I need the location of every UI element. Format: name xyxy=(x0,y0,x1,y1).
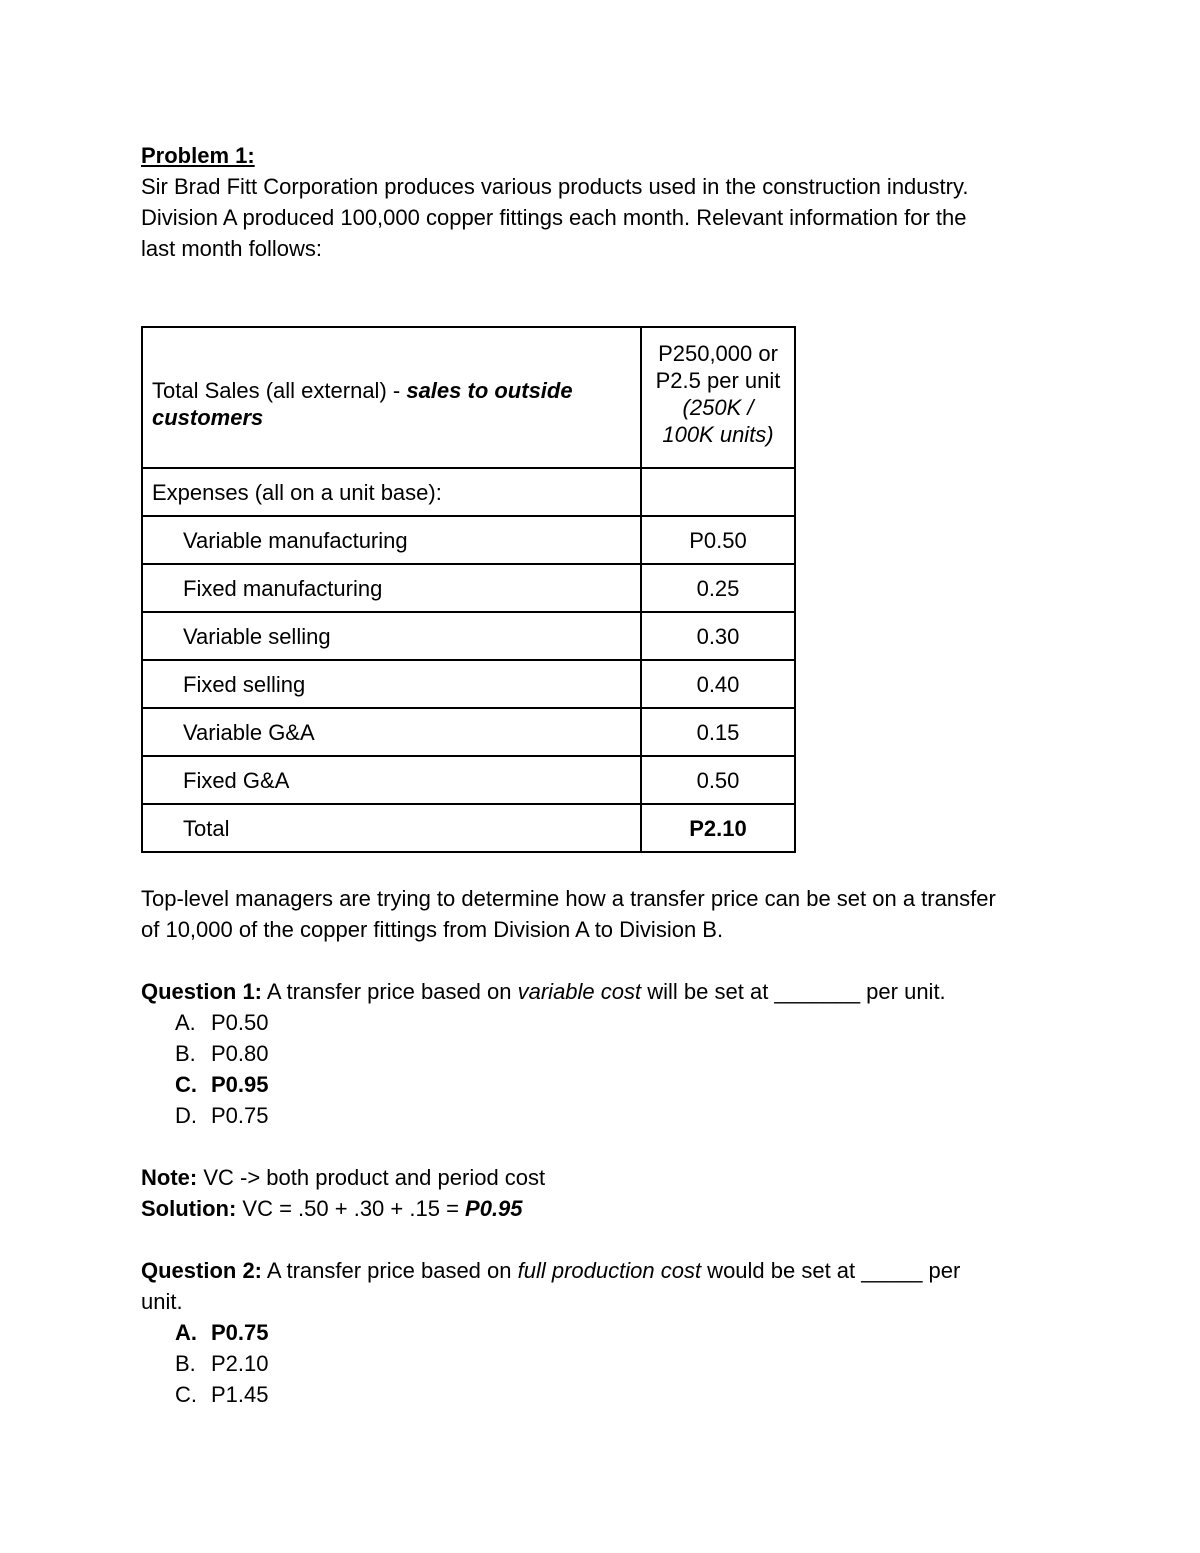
option-c-answer xyxy=(175,1069,1071,1100)
question-1 xyxy=(141,976,1071,1224)
row-label: Variable G&A xyxy=(142,708,641,756)
table-row-total xyxy=(142,804,795,852)
table-row xyxy=(142,660,795,708)
question-2-italic: full production cost xyxy=(517,1258,702,1283)
expenses-value-cell xyxy=(641,468,795,516)
note-line xyxy=(141,1162,1071,1193)
row-label: Fixed G&A xyxy=(142,756,641,804)
option-b xyxy=(175,1348,1071,1379)
option-letter: C. xyxy=(175,1382,197,1407)
sales-value-cell xyxy=(641,327,795,468)
table-row-expenses xyxy=(142,468,795,516)
sales-label-emphasis: sales to outside customers xyxy=(152,377,573,430)
solution-line xyxy=(141,1193,1071,1224)
solution-text: VC = .50 + .30 + .15 = xyxy=(236,1196,466,1221)
sales-label-cell xyxy=(142,327,641,468)
table-row xyxy=(142,516,795,564)
option-a xyxy=(175,1007,1071,1038)
option-d xyxy=(175,1100,1071,1131)
problem-heading: Problem 1: xyxy=(141,143,255,168)
table-row-sales xyxy=(142,327,795,468)
option-text: P1.45 xyxy=(211,1382,269,1407)
row-value: 0.40 xyxy=(641,660,795,708)
intro-line-2: Division A produced 100,000 copper fittings each month. Relevant information for the xyxy=(141,205,967,230)
table-row xyxy=(142,756,795,804)
total-label: Total xyxy=(142,804,641,852)
table-row xyxy=(142,564,795,612)
option-b xyxy=(175,1038,1071,1069)
question-2 xyxy=(141,1255,1071,1410)
option-text: P0.50 xyxy=(211,1010,269,1035)
option-letter: B. xyxy=(175,1351,196,1376)
row-label: Variable selling xyxy=(142,612,641,660)
question-1-options xyxy=(141,1007,1071,1131)
option-text: P2.10 xyxy=(211,1351,269,1376)
question-2-options xyxy=(141,1317,1071,1410)
note-label: Note: xyxy=(141,1165,198,1190)
table-row xyxy=(142,708,795,756)
option-text: P0.75 xyxy=(211,1103,269,1128)
question-2-label: Question 2: xyxy=(141,1258,263,1283)
question-1-italic: variable cost xyxy=(517,979,642,1004)
question-1-before: A transfer price based on xyxy=(262,979,518,1004)
transfer-paragraph xyxy=(141,883,1071,945)
question-1-after: will be set at _______ per unit. xyxy=(641,979,946,1004)
table-row xyxy=(142,612,795,660)
transfer-line-2: of 10,000 of the copper fittings from Division A to Division B. xyxy=(141,917,724,942)
option-letter: B. xyxy=(175,1041,196,1066)
question-2-before: A transfer price based on xyxy=(262,1258,518,1283)
question-1-label: Question 1: xyxy=(141,979,263,1004)
problem-intro xyxy=(141,140,1071,264)
note-text: VC -> both product and period cost xyxy=(197,1165,546,1190)
intro-line-3: last month follows: xyxy=(141,236,322,261)
question-2-after: would be set at _____ per xyxy=(701,1258,961,1283)
option-c xyxy=(175,1379,1071,1410)
row-label: Variable manufacturing xyxy=(142,516,641,564)
cost-table xyxy=(141,326,796,853)
option-text: P0.95 xyxy=(211,1072,269,1097)
expenses-label: Expenses (all on a unit base): xyxy=(142,468,641,516)
row-value: 0.25 xyxy=(641,564,795,612)
total-value: P2.10 xyxy=(641,804,795,852)
row-value: P0.50 xyxy=(641,516,795,564)
option-letter: A. xyxy=(175,1010,196,1035)
solution-label: Solution: xyxy=(141,1196,237,1221)
option-a-answer xyxy=(175,1317,1071,1348)
sales-value-line-1: P250,000 or xyxy=(658,341,778,366)
question-1-text xyxy=(141,976,1071,1007)
row-label: Fixed selling xyxy=(142,660,641,708)
transfer-line-1: Top-level managers are trying to determine how a transfer price can be set on a transfer xyxy=(141,886,996,911)
row-label: Fixed manufacturing xyxy=(142,564,641,612)
question-2-text-line-2: unit. xyxy=(141,1289,183,1314)
row-value: 0.50 xyxy=(641,756,795,804)
option-letter: C. xyxy=(175,1072,197,1097)
sales-value-note: (250K / 100K units) xyxy=(662,395,774,447)
option-text: P0.80 xyxy=(211,1041,269,1066)
solution-answer: P0.95 xyxy=(465,1196,523,1221)
question-2-text xyxy=(141,1255,1071,1286)
sales-value-line-2: P2.5 per unit xyxy=(655,368,781,393)
sales-label: Total Sales (all external) - xyxy=(152,377,407,403)
option-text: P0.75 xyxy=(211,1320,269,1345)
row-value: 0.30 xyxy=(641,612,795,660)
intro-line-1: Sir Brad Fitt Corporation produces various products used in the construction industry. xyxy=(141,174,969,199)
row-value: 0.15 xyxy=(641,708,795,756)
option-letter: A. xyxy=(175,1320,197,1345)
option-letter: D. xyxy=(175,1103,197,1128)
